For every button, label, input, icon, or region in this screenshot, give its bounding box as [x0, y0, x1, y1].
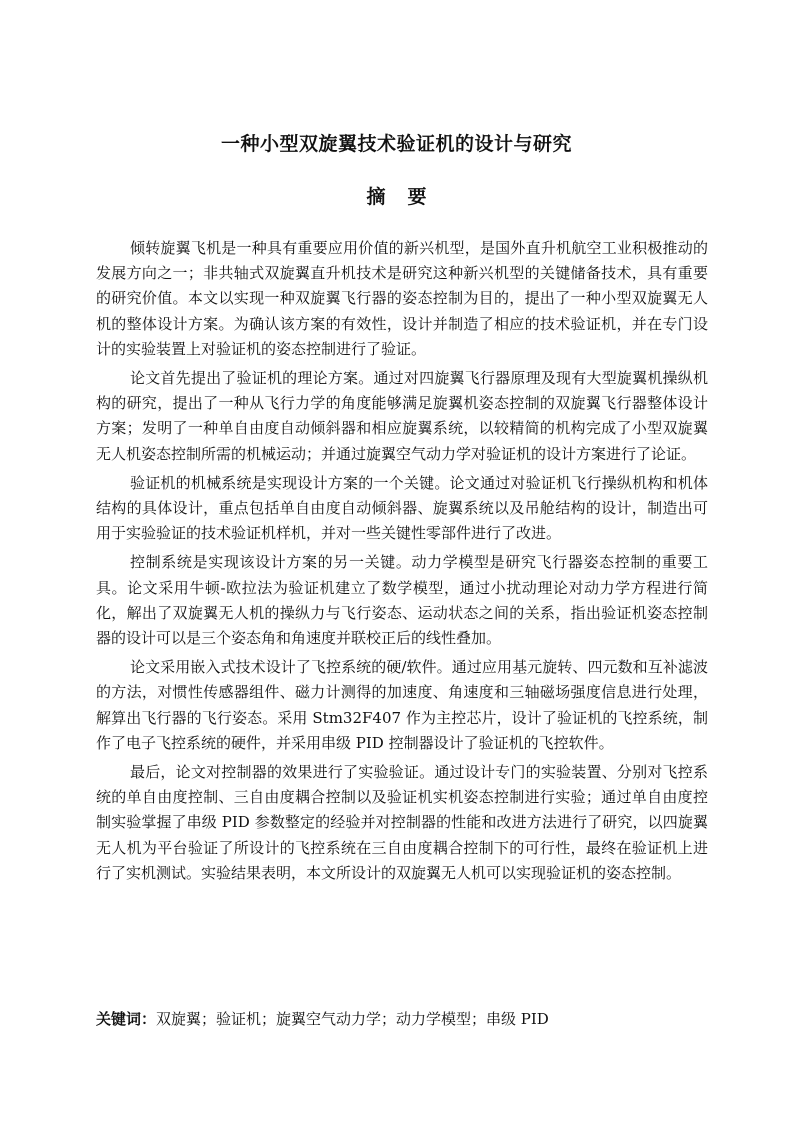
- abstract-heading-char-2: 要: [407, 186, 427, 208]
- paper-title: 一种小型双旋翼技术验证机的设计与研究: [220, 133, 572, 155]
- abstract-paragraph-6: 最后，论文对控制器的效果进行了实验验证。通过设计专门的实验装置、分别对飞控系统的单自由度控制、三自由度耦合控制以及验证机实机姿态控制进行实验；通过单自由度控制实验掌握了串级 PID 参数整定的经验并对控制器的性能和改进方法进行了研究，以四旋翼无人机为平台验证了所设计的飞控系统在三自由度耦合控制下的可行性，最终在验证机上进行了实机测试。实验结果表明，本文所设计的双旋翼无人机可以实现验证机的姿态控制。: [96, 763, 708, 882]
- abstract-body: [96, 236, 708, 890]
- abstract-paragraph-4: 控制系统是实现该设计方案的另一关键。动力学模型是研究飞行器姿态控制的重要工具。论文采用牛顿-欧拉法为验证机建立了数学模型，通过小扰动理论对动力学方程进行简化，解出了双旋翼无人机的操纵力与飞行姿态、运动状态之间的关系，指出验证机姿态控制器的设计可以是三个姿态角和角速度并联校正后的线性叠加。: [96, 553, 708, 648]
- abstract-paragraph-2: 论文首先提出了验证机的理论方案。通过对四旋翼飞行器原理及现有大型旋翼机操纵机构的研究，提出了一种从飞行力学的角度能够满足旋翼机姿态控制的双旋翼飞行器整体设计方案；发明了一种单自由度自动倾斜器和相应旋翼系统，以较精简的机构完成了小型双旋翼无人机姿态控制所需的机械运动；并通过旋翼空气动力学对验证机的设计方案进行了论证。: [96, 369, 708, 463]
- abstract-heading: [0, 183, 793, 211]
- abstract-heading-char-1: 摘: [366, 186, 386, 208]
- abstract-paragraph-1: 倾转旋翼飞机是一种具有重要应用价值的新兴机型，是国外直升机航空工业积极推动的发展方向之一；非共轴式双旋翼直升机技术是研究这种新兴机型的关键储备技术，具有重要的研究价值。本文以实现一种双旋翼飞行器的姿态控制为目的，提出了一种小型双旋翼无人机的整体设计方案。为确认该方案的有效性，设计并制造了相应的技术验证机，并在专门设计的实验装置上对验证机的姿态控制进行了验证。: [96, 239, 708, 358]
- abstract-paragraph-5: 论文采用嵌入式技术设计了飞控系统的硬/软件。通过应用基元旋转、四元数和互补滤波的方法，对惯性传感器组件、磁力计测得的加速度、角速度和三轴磁场强度信息进行处理，解算出飞行器的飞行姿态。采用 Stm32F407 作为主控芯片，设计了验证机的飞控系统，制作了电子飞控系统的硬件，并采用串级 PID 控制器设计了验证机的飞控软件。: [96, 658, 708, 752]
- abstract-paragraph-3: 验证机的机械系统是实现设计方案的一个关键。论文通过对验证机飞行操纵机构和机体结构的具体设计，重点包括单自由度自动倾斜器、旋翼系统以及吊舱结构的设计，制造出可用于实验验证的技术验证机样机，并对一些关键性零部件进行了改进。: [96, 473, 708, 543]
- keywords-line: [96, 1007, 708, 1032]
- keywords-text: 双旋翼；验证机；旋翼空气动力学；动力学模型；串级 PID: [156, 1010, 549, 1028]
- keywords-label: 关键词：: [96, 1010, 157, 1028]
